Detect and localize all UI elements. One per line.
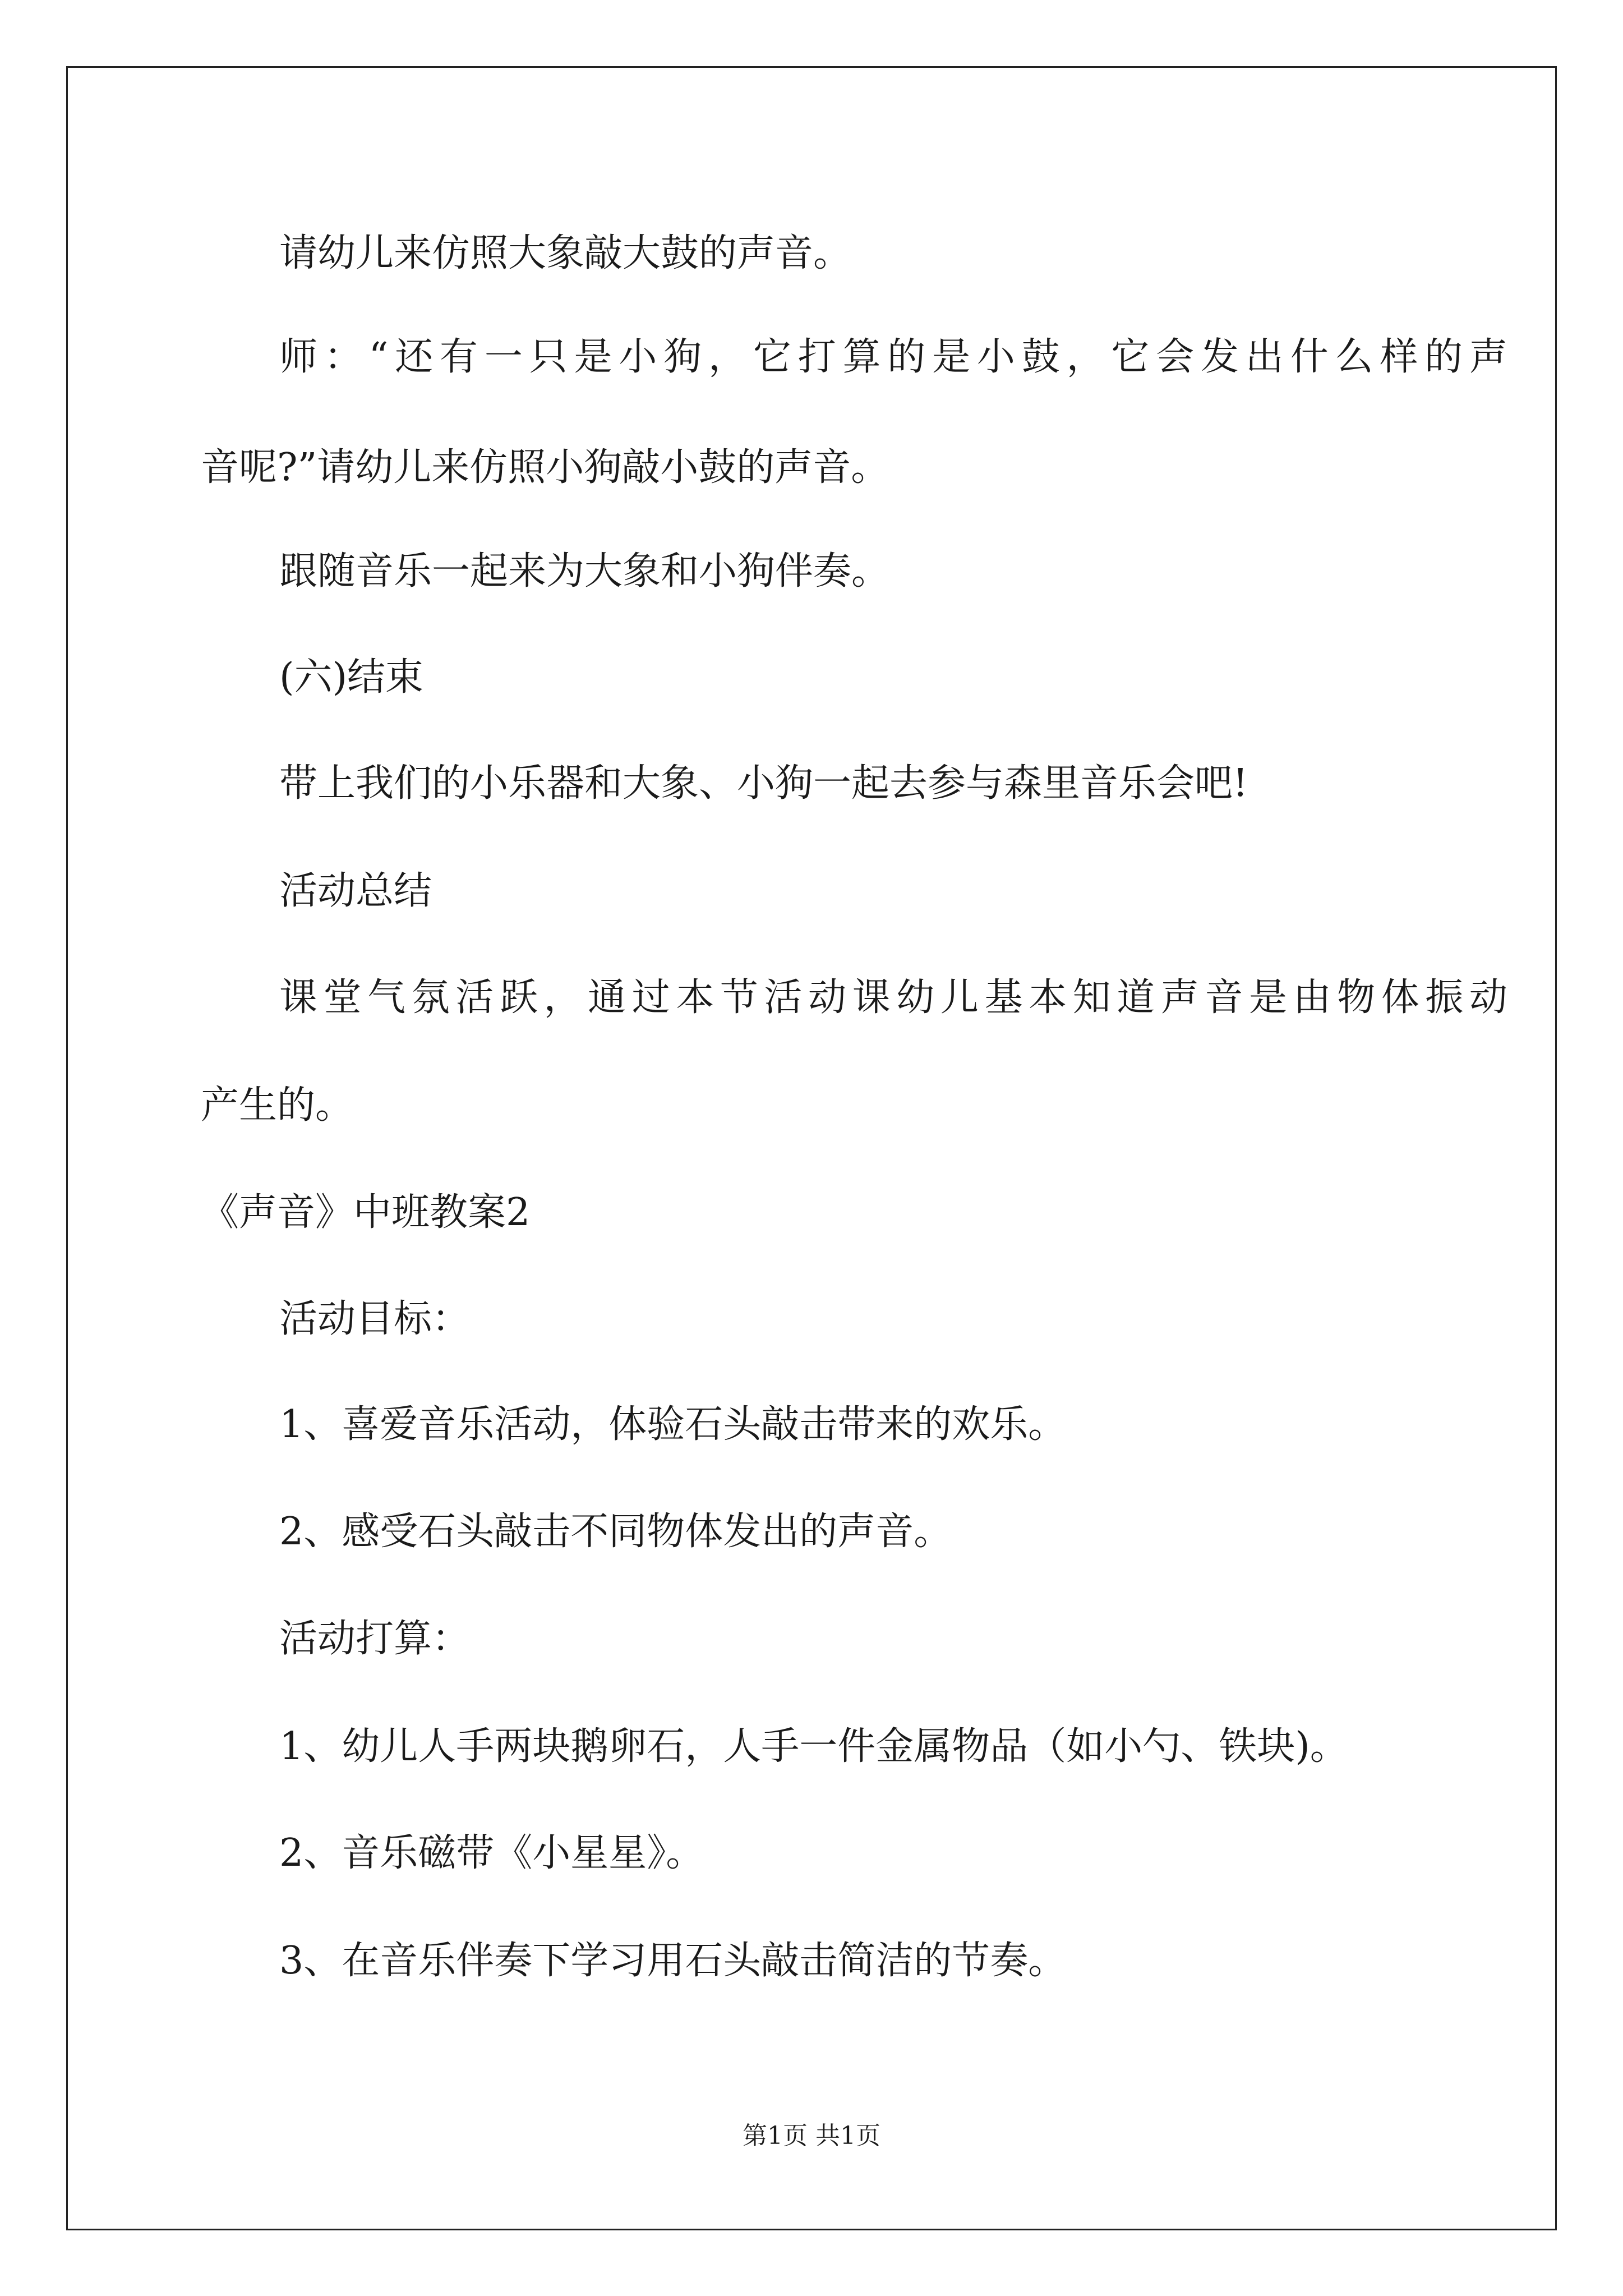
list-item: 1、喜爱音乐活动，体验石头敲击带来的欢乐。 <box>279 1402 1067 1447</box>
document-title: 《声音》中班教案2 <box>201 1190 531 1235</box>
page-border <box>66 66 1557 2230</box>
paragraph-line: 带上我们的小乐器和大象、小狗一起去参与森里音乐会吧! <box>279 761 1248 806</box>
section-heading: 活动目标： <box>279 1297 471 1341</box>
page-number: 第1页 共1页 <box>743 2122 880 2150</box>
section-heading: 活动打算： <box>279 1617 471 1661</box>
paragraph-line: 跟随音乐一起来为大象和小狗伴奏。 <box>279 549 890 593</box>
paragraph-line: 音呢?”请幼儿来仿照小狗敲小鼓的声音。 <box>201 445 889 490</box>
list-item: 1、幼儿人手两块鹅卵石，人手一件金属物品（如小勺、铁块)。 <box>279 1724 1348 1769</box>
list-item: 2、感受石头敲击不同物体发出的声音。 <box>279 1510 952 1554</box>
list-item: 3、在音乐伴奏下学习用石头敲击简洁的节奏。 <box>279 1939 1067 1983</box>
section-heading: 活动总结 <box>279 869 432 913</box>
paragraph-line: 产生的。 <box>201 1083 354 1128</box>
section-heading: (六)结束 <box>279 655 424 700</box>
list-item: 2、音乐磁带《小星星》。 <box>279 1831 704 1875</box>
paragraph-line: 请幼儿来仿照大象敲大鼓的声音。 <box>279 231 852 275</box>
paragraph-line: 课堂气氛活跃，通过本节活动课幼儿基本知道声音是由物体振动 <box>279 976 1507 1020</box>
paragraph-line: 师：“还有一只是小狗，它打算的是小鼓，它会发出什么样的声 <box>279 335 1507 379</box>
